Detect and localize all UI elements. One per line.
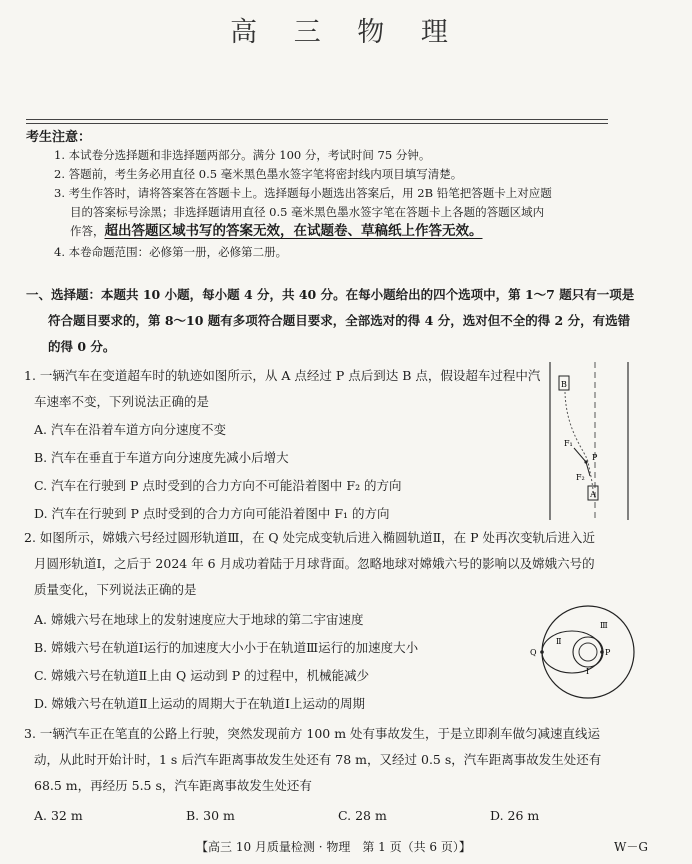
q1-option-b: B. 汽车在垂直于车道方向分速度先减小后增大 xyxy=(34,450,289,465)
notice-emphasis: 超出答题区域书写的答案无效，在试题卷、草稿纸上作答无效。 xyxy=(104,223,483,239)
notice-heading: 考生注意： xyxy=(26,130,92,145)
q3-option-b: B. 30 m xyxy=(186,808,235,823)
section-1-line-1: 一、选择题：本题共 10 小题，每小题 4 分，共 40 分。在每小题给出的四个选项中，第 1～7 题只有一项是 xyxy=(26,287,635,302)
header-rule-bottom xyxy=(26,123,608,124)
label-orbit-iii: Ⅲ xyxy=(600,621,608,630)
q1-lane-figure xyxy=(548,362,630,520)
moon-icon xyxy=(579,643,597,661)
q2-option-d: D. 嫦娥六号在轨道Ⅱ上运动的周期大于在轨道Ⅰ上运动的周期 xyxy=(34,696,365,711)
section-1-line-2: 符合题目要求的，第 8～10 题有多项符合题目要求，全部选对的得 4 分，选对但不全的得 2 分，有选错 xyxy=(48,313,631,328)
point-p xyxy=(600,650,604,654)
q2-option-a: A. 嫦娥六号在地球上的发射速度应大于地球的第二宇宙速度 xyxy=(34,612,364,627)
point-q xyxy=(540,650,544,654)
q2-option-c: C. 嫦娥六号在轨道Ⅱ上由 Q 运动到 P 的过程中，机械能减少 xyxy=(34,668,370,683)
header-rule-top xyxy=(26,119,608,120)
label-a: A xyxy=(590,490,596,499)
q1-stem-line-2: 车速率不变，下列说法正确的是 xyxy=(34,394,210,409)
label-orbit-i: Ⅰ xyxy=(586,667,590,676)
q1-option-c: C. 汽车在行驶到 P 点时受到的合力方向不可能沿着图中 F₂ 的方向 xyxy=(34,478,402,493)
q1-stem-line-1: 1. 一辆汽车在变道超车时的轨迹如图所示，从 A 点经过 P 点后到达 B 点，假设超车过程中汽 xyxy=(24,368,541,383)
orbit-i xyxy=(573,637,603,667)
q3-option-a: A. 32 m xyxy=(34,808,83,823)
q3-stem-line-2: 动，从此时开始计时，1 s 后汽车距离事故发生处还有 78 m，又经过 0.5 s，汽车距离事故发生处还有 xyxy=(34,752,602,767)
q2-stem-line-1: 2. 如图所示，嫦娥六号经过圆形轨道Ⅲ，在 Q 处完成变轨后进入椭圆轨道Ⅱ，在 P 处再次变轨后进入近 xyxy=(24,530,596,545)
notice-item-3-prefix: 作答， xyxy=(70,224,105,238)
exam-title: 高 三 物 理 xyxy=(230,17,462,48)
notice-item-2: 2. 答题前，考生务必用直径 0.5 毫米黑色墨水签字笔将密封线内项目填写清楚。 xyxy=(54,167,463,181)
label-f2: F₂ xyxy=(576,473,585,482)
notice-item-3-line-3 xyxy=(70,222,640,241)
q2-stem-line-3: 质量变化，下列说法正确的是 xyxy=(34,582,197,597)
section-1-line-3: 的得 0 分。 xyxy=(48,339,116,354)
point-p xyxy=(584,460,587,463)
label-orbit-ii: Ⅱ xyxy=(556,637,562,646)
q3-stem-line-1: 3. 一辆汽车正在笔直的公路上行驶，突然发现前方 100 m 处有事故发生，于是立即刹车做匀减速直线运 xyxy=(24,726,601,741)
label-b: B xyxy=(561,380,567,389)
force-f1-arrow xyxy=(574,448,586,462)
label-f1: F₁ xyxy=(564,439,573,448)
footer-page-info: 【高三 10 月质量检测 · 物理 第 1 页（共 6 页）】 xyxy=(196,840,471,854)
q2-stem-line-2: 月圆形轨道Ⅰ，之后于 2024 年 6 月成功着陆于月球背面。忽略地球对嫦娥六号的影响以及嫦娥六号的 xyxy=(34,556,595,571)
notice-item-4: 4. 本卷命题范围：必修第一册，必修第二册。 xyxy=(54,245,288,259)
label-p: P xyxy=(605,648,611,657)
label-p: P xyxy=(592,453,598,462)
q1-option-a: A. 汽车在沿着车道方向分速度不变 xyxy=(34,422,226,437)
notice-item-3-line-1: 3. 考生作答时，请将答案答在答题卡上。选择题每小题选出答案后，用 2B 铅笔把答题卡上对应题 xyxy=(54,186,552,200)
footer-code: W－G xyxy=(614,840,648,854)
q3-option-c: C. 28 m xyxy=(338,808,387,823)
label-q: Q xyxy=(530,648,537,657)
q2-orbit-figure xyxy=(516,604,650,700)
orbit-iii xyxy=(542,606,634,698)
notice-item-3-line-2: 目的答案标号涂黑；非选择题请用直径 0.5 毫米黑色墨水签字笔在答题卡上各题的答题区域内 xyxy=(70,205,545,219)
notice-item-1: 1. 本试卷分选择题和非选择题两部分。满分 100 分，考试时间 75 分钟。 xyxy=(54,148,431,162)
q3-stem-line-3: 68.5 m，再经历 5.5 s，汽车距离事故发生处还有 xyxy=(34,778,312,793)
q1-option-d: D. 汽车在行驶到 P 点时受到的合力方向可能沿着图中 F₁ 的方向 xyxy=(34,506,390,521)
q2-option-b: B. 嫦娥六号在轨道Ⅰ运行的加速度大小小于在轨道Ⅲ运行的加速度大小 xyxy=(34,640,419,655)
q3-option-d: D. 26 m xyxy=(490,808,540,823)
